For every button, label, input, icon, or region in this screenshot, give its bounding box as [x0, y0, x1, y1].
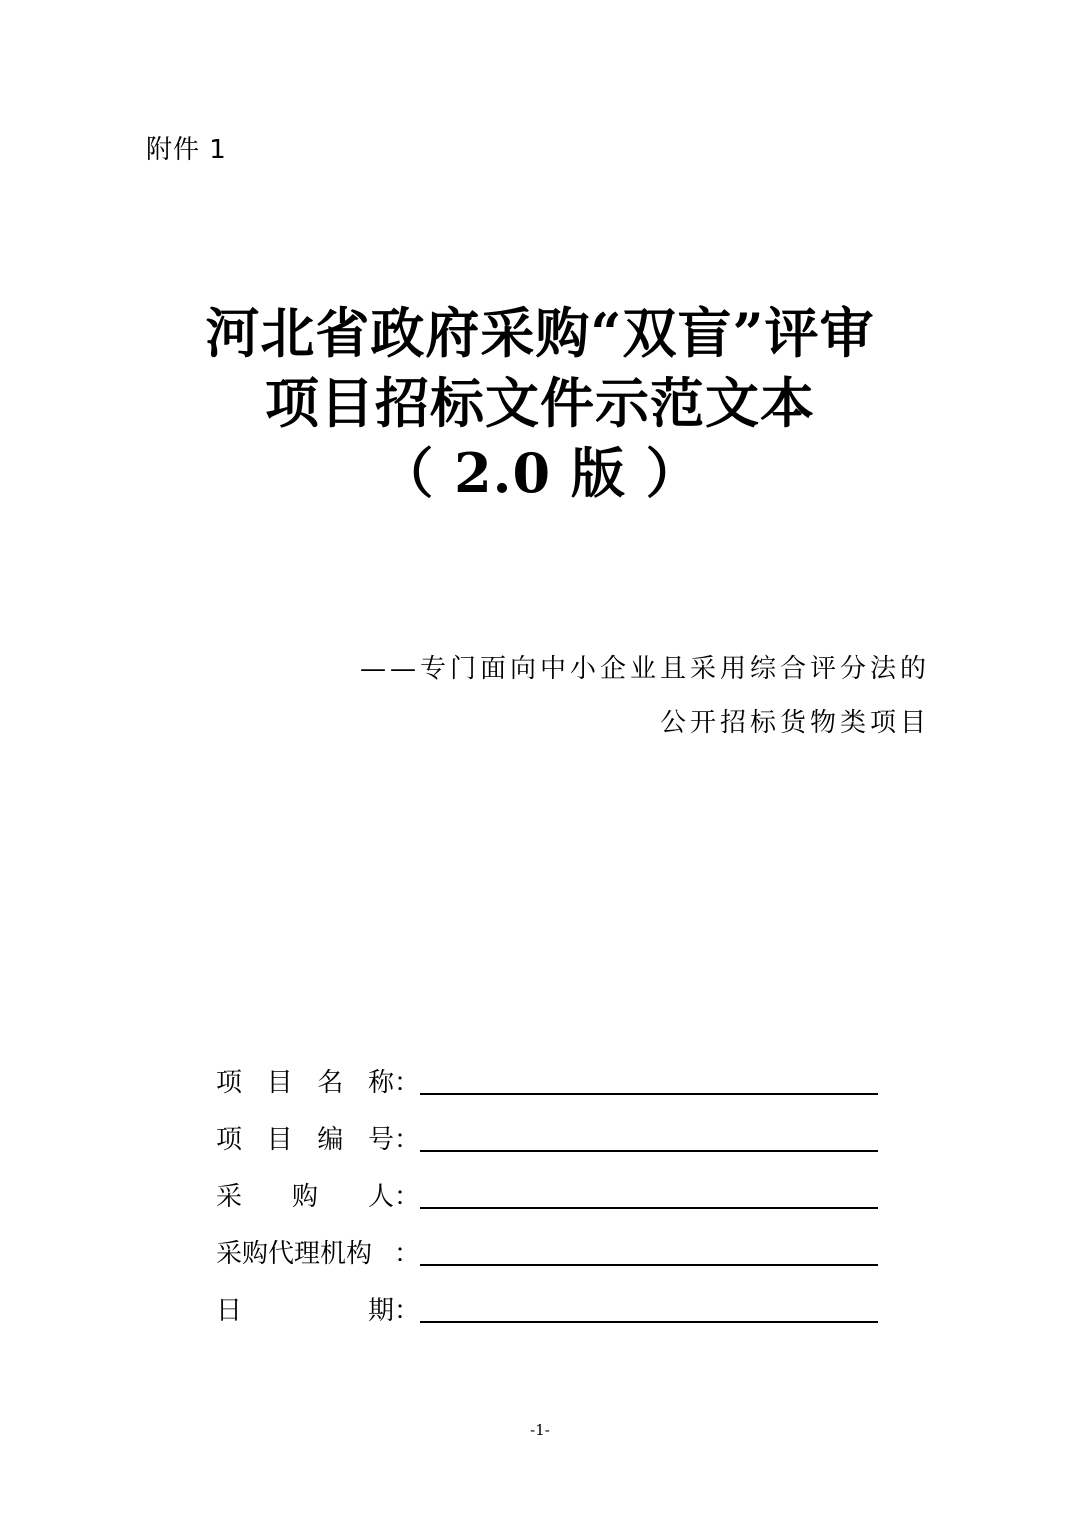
- form-row-date: [216, 1274, 878, 1331]
- label-char: 号: [367, 1125, 394, 1155]
- title-line-2: 项目招标文件示范文本: [265, 371, 815, 435]
- label-colon: ：: [393, 1068, 420, 1098]
- field-label-purchaser: [216, 1177, 420, 1217]
- label-colon: ：: [393, 1239, 420, 1269]
- label-colon: ：: [393, 1296, 420, 1326]
- date-field[interactable]: [420, 1299, 878, 1323]
- project-info-form: [216, 1046, 878, 1331]
- page-number: -1-: [530, 1421, 550, 1439]
- label-char: 购: [291, 1182, 318, 1212]
- subtitle-line-2: 公开招标货物类项目: [659, 708, 930, 738]
- label-char: 目: [266, 1125, 293, 1155]
- form-row-project-number: [216, 1103, 878, 1160]
- subtitle-line-1: ——专门面向中小企业且采用综合评分法的: [359, 654, 930, 684]
- agency-field[interactable]: [420, 1242, 878, 1266]
- project-number-field[interactable]: [420, 1128, 878, 1152]
- label-char: 人: [367, 1182, 394, 1212]
- title-line-1: 河北省政府采购“双盲”评审: [205, 301, 875, 365]
- label-colon: ：: [393, 1182, 420, 1212]
- field-label-agency: [216, 1234, 420, 1274]
- purchaser-field[interactable]: [420, 1185, 878, 1209]
- label-char: 项: [216, 1125, 243, 1155]
- form-row-project-name: [216, 1046, 878, 1103]
- form-row-purchaser: [216, 1160, 878, 1217]
- title-line-3: （ 2.0 版 ）: [379, 441, 701, 505]
- label-char: 编: [317, 1125, 344, 1155]
- field-label-project-name: [216, 1063, 420, 1103]
- label-char: 采: [216, 1182, 243, 1212]
- label-text: 采购代理机构: [216, 1239, 373, 1269]
- document-subtitle: [360, 642, 930, 750]
- label-char: 期: [367, 1296, 394, 1326]
- document-title: [0, 298, 1080, 508]
- label-char: 名: [317, 1068, 344, 1098]
- label-colon: ：: [393, 1125, 420, 1155]
- field-label-project-number: [216, 1120, 420, 1160]
- label-char: 目: [266, 1068, 293, 1098]
- project-name-field[interactable]: [420, 1071, 878, 1095]
- field-label-date: [216, 1291, 420, 1331]
- attachment-label: 附件 1: [146, 135, 227, 165]
- label-char: 项: [216, 1068, 243, 1098]
- form-row-agency: [216, 1217, 878, 1274]
- label-char: 日: [216, 1296, 243, 1326]
- label-char: 称: [367, 1068, 394, 1098]
